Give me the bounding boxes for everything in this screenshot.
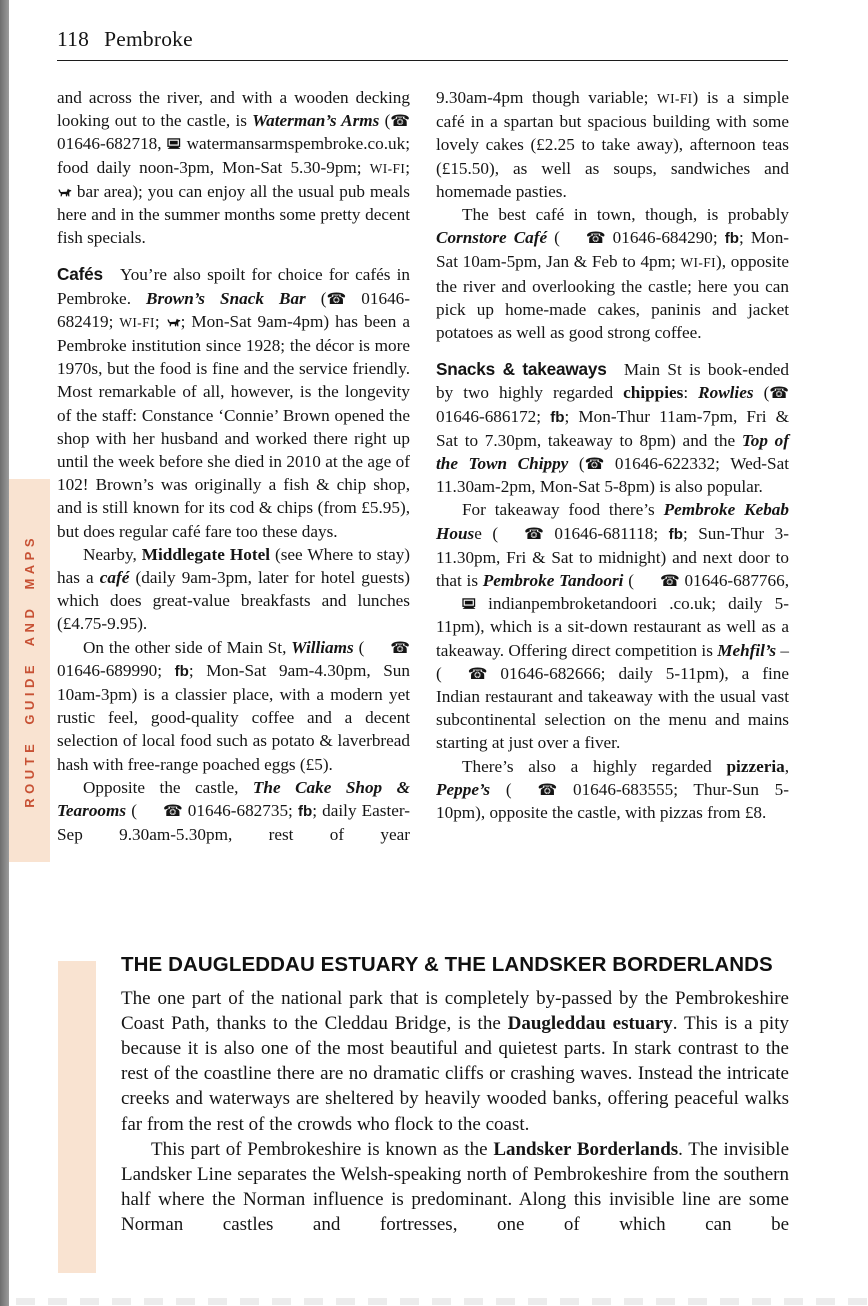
text-run: This part of Pembrokeshire is known as the [151,1138,494,1160]
text-run: Top of the Town Chippy [436,430,789,474]
page-title: Pembroke [104,27,193,51]
paragraph [436,755,789,825]
left-column [57,86,410,847]
text-run: . This is a pity because it is also one of the most beautiful and quietest parts. In stark contrast to the rest of the coastline there are no dramatic cliffs or crashing waves. Instead the intricate creeks and waterways are sheltered by heavily wooded banks, offering peaceful walks far from the rest of the crowds who flock to the coast. [121,1012,789,1135]
paragraph [436,498,789,754]
paragraph [57,636,410,776]
feature-box-paragraphs [121,986,789,1238]
two-column-text [57,86,789,847]
paragraph [121,1137,789,1238]
page-edge-shadow [0,0,9,1306]
text-run: Main St is book-ended by two highly regarded [436,360,789,403]
text-run: ; [154,311,166,331]
phone-icon: ☎ [162,801,183,821]
text-run: fb [724,230,739,248]
website-icon [167,135,181,152]
text-run: chippies [623,383,684,403]
text-run: On the other side of Main St, [83,637,292,657]
text-run: ( [547,228,560,248]
text-run: 01646-682735; [182,801,298,821]
website-icon [436,595,476,612]
text-run: Cornstore Café [436,228,548,248]
text-run: 01646-682666; daily 5-11pm), a fine Indian restaurant and takeaway with the usual vast subcontinental selection on the menu and mains starting at just over a fiver. [436,663,789,753]
phone-icon: ☎ [467,663,488,683]
phone-icon: ☎ [584,454,605,474]
text-run: Mehfil’s [717,640,777,660]
text-run: . The invisible Landsker Line separates the Welsh-speaking north of Pembrokeshire from the southern half where the Norman influence is predominant. Along this invisible line are some Norman castles and fortresses, one of which can be [121,1138,789,1236]
text-run: The best café in town, though, is probably [462,205,789,225]
text-run: Cafés [57,264,103,285]
text-run: ) is a simple café in a spartan but spacious building with some lovely cakes (£2.25 to take away), afternoon teas (£15.50), as well as soups, sandwiches and homemade pasties. [436,88,789,201]
text-run: ), opposite the river and overlooking the castle; here you can pick up home-made cakes, paninis and jacket potatoes as well as good strong coffee. [436,252,789,343]
text-run: Williams [291,637,354,657]
phone-icon: ☎ [659,571,680,591]
paragraph [57,776,410,847]
text-run: Peppe’s [436,779,491,799]
paragraph [57,263,410,542]
text-run: ( [568,454,585,474]
text-run: 9.30am-4pm though variable; [436,88,658,107]
text-run: – ( [436,640,790,683]
text-run: bar area); you can enjoy all the usual pub meals here and in the summer months some pretty decent fish specials. [57,181,410,248]
text-run: 01646-689990; [57,660,175,680]
text-run: café [99,568,130,588]
text-run: fb [550,408,565,426]
phone-icon: ☎ [326,288,347,308]
text-run: Daugleddau estuary [507,1012,673,1034]
text-run: ; Mon-Sat 9am-4.30pm, Sun 10am-3pm) is a classier place, with a modern yet rustic feel, good-quality coffee and a decent selection of local food such as potato & laverbread hash with free-range poached eggs (£5). [57,660,410,774]
page-number: 118 [57,27,90,51]
text-run: The Cake Shop & Tearooms [57,777,410,821]
text-run: pizzeria [726,756,785,776]
text-run: You’re also spoilt for choice for cafés in Pembroke. [57,265,410,308]
text-run: ( [623,571,634,591]
text-run: Brown’s Snack Bar [146,288,306,308]
text-run: 01646-682419; [57,288,410,331]
text-run: fb [668,525,683,543]
text-run: ; Mon-Sat 10am-5pm, Jan & Feb to 4pm; [436,228,790,272]
header-rule [57,60,788,61]
route-guide-sidebar [9,479,50,862]
text-run: ; [405,157,410,177]
text-run: ( [490,779,512,799]
text-run: There’s also a highly regarded [462,756,727,776]
text-run: ( [379,111,391,131]
text-run: ; Mon-Thur 11am-7pm, Fri & Sat to 7.30pm, takeaway to 8pm) and the [436,406,789,450]
text-run: ( [305,288,327,308]
text-run: WI-FI [369,160,406,176]
paragraph [57,86,410,249]
dog-icon [166,313,181,330]
text-run: Landsker Borderlands [493,1138,679,1160]
phone-icon: ☎ [390,111,410,131]
text-run: , [784,756,789,776]
text-run: ( [753,383,770,403]
paragraph [436,358,789,498]
text-run: Middlegate Hotel [141,544,270,564]
text-run: The one part of the national park that is completely by-passed by the Pembrokeshire Coast Path, thanks to the Cleddau Bridge, is the [121,987,789,1034]
phone-icon: ☎ [390,637,410,657]
text-run: 01646-682718, [57,134,168,154]
text-run: and across the river, and with a wooden decking looking out to the castle, is [57,88,410,131]
paragraph [121,986,789,1137]
text-run: indianpembroketandoori .co.uk; daily 5-11pm), which is a sit-down restaurant as well as a takeaway. Offering direct competition is [436,594,789,660]
text-run: Pembroke Kebab Hous [436,500,789,543]
text-run: Pembroke Tandoori [482,571,624,591]
text-run: Opposite the castle, [83,777,253,797]
text-run: 01646-687766, [679,571,789,591]
text-run: fb [174,662,189,680]
phone-icon: ☎ [537,779,558,799]
sidebar-label: ROUTE GUIDE AND MAPS [22,533,37,808]
text-run: (see Where to stay) has a [57,544,411,588]
text-run: fb [297,803,313,821]
text-run: ; Sun-Thur 3-11.30pm, Fri & Sat to midnight) and next door to that is [436,523,789,591]
text-run: 01646-622332; Wed-Sat 11.30am-2pm, Mon-Sat 5-8pm) is also popular. [436,454,789,497]
scan-artifact-dashes [16,1298,868,1305]
text-run: ; daily Easter-Sep 9.30am-5.30pm, rest of year [57,801,410,845]
text-run: Nearby, [83,544,142,564]
feature-box [58,953,792,1273]
text-run: : [683,383,699,403]
text-run: ; Mon-Sat 9am-4pm) has been a Pembroke institution since 1928; the décor is more 1970s, but the food is fine and the service friendly. Most remarkable of all, however, is the longevity of the staff: Constance ‘Connie’ Brown opened the shop with her husband and worked there right up until the week before she died in 2010 at the age of 102! Brown’s was originally a fish & chip shop, and is still known for its cod & chips (from £5.95), but does regular café fare too these days. [57,311,411,541]
text-run: 01646-684290; [605,228,725,248]
text-run: Snacks & takeaways [436,359,607,380]
text-run: Rowlies [698,383,754,403]
text-run: 01646-686172; [436,406,551,426]
right-column [436,86,789,847]
phone-icon: ☎ [769,383,789,403]
page-header [57,27,193,52]
text-run: ( [126,801,137,821]
text-run: 01646-683555; Thur-Sun 5-10pm), opposite the castle, with pizzas from £8. [436,779,789,823]
text-run: (daily 9am-3pm, later for hotel guests) which does great-value breakfasts and lunches (£4.75-9.95). [57,568,411,634]
text-run: ( [353,637,365,657]
feature-box-bar [58,961,96,1273]
paragraph [436,203,789,344]
text-run: WI-FI [680,255,717,271]
text-run: WI-FI [657,91,693,106]
dog-icon [57,183,72,200]
text-run: For takeaway food there’s [462,500,664,520]
text-run: e ( [474,523,499,543]
text-run: Waterman’s Arms [252,111,380,131]
feature-box-content [121,953,789,1273]
phone-icon: ☎ [585,228,606,248]
feature-box-heading: THE DAUGLEDDAU ESTUARY & THE LANDSKER BORDERLANDS [121,953,773,976]
text-run: watermansarmspembroke.co.uk; food daily noon-3pm, Mon-Sat 5.30-9pm; [57,134,410,177]
paragraph [57,543,410,636]
text-run: 01646-681118; [543,523,669,543]
phone-icon: ☎ [524,523,544,543]
text-run: WI-FI [119,314,155,330]
paragraph [436,86,789,203]
